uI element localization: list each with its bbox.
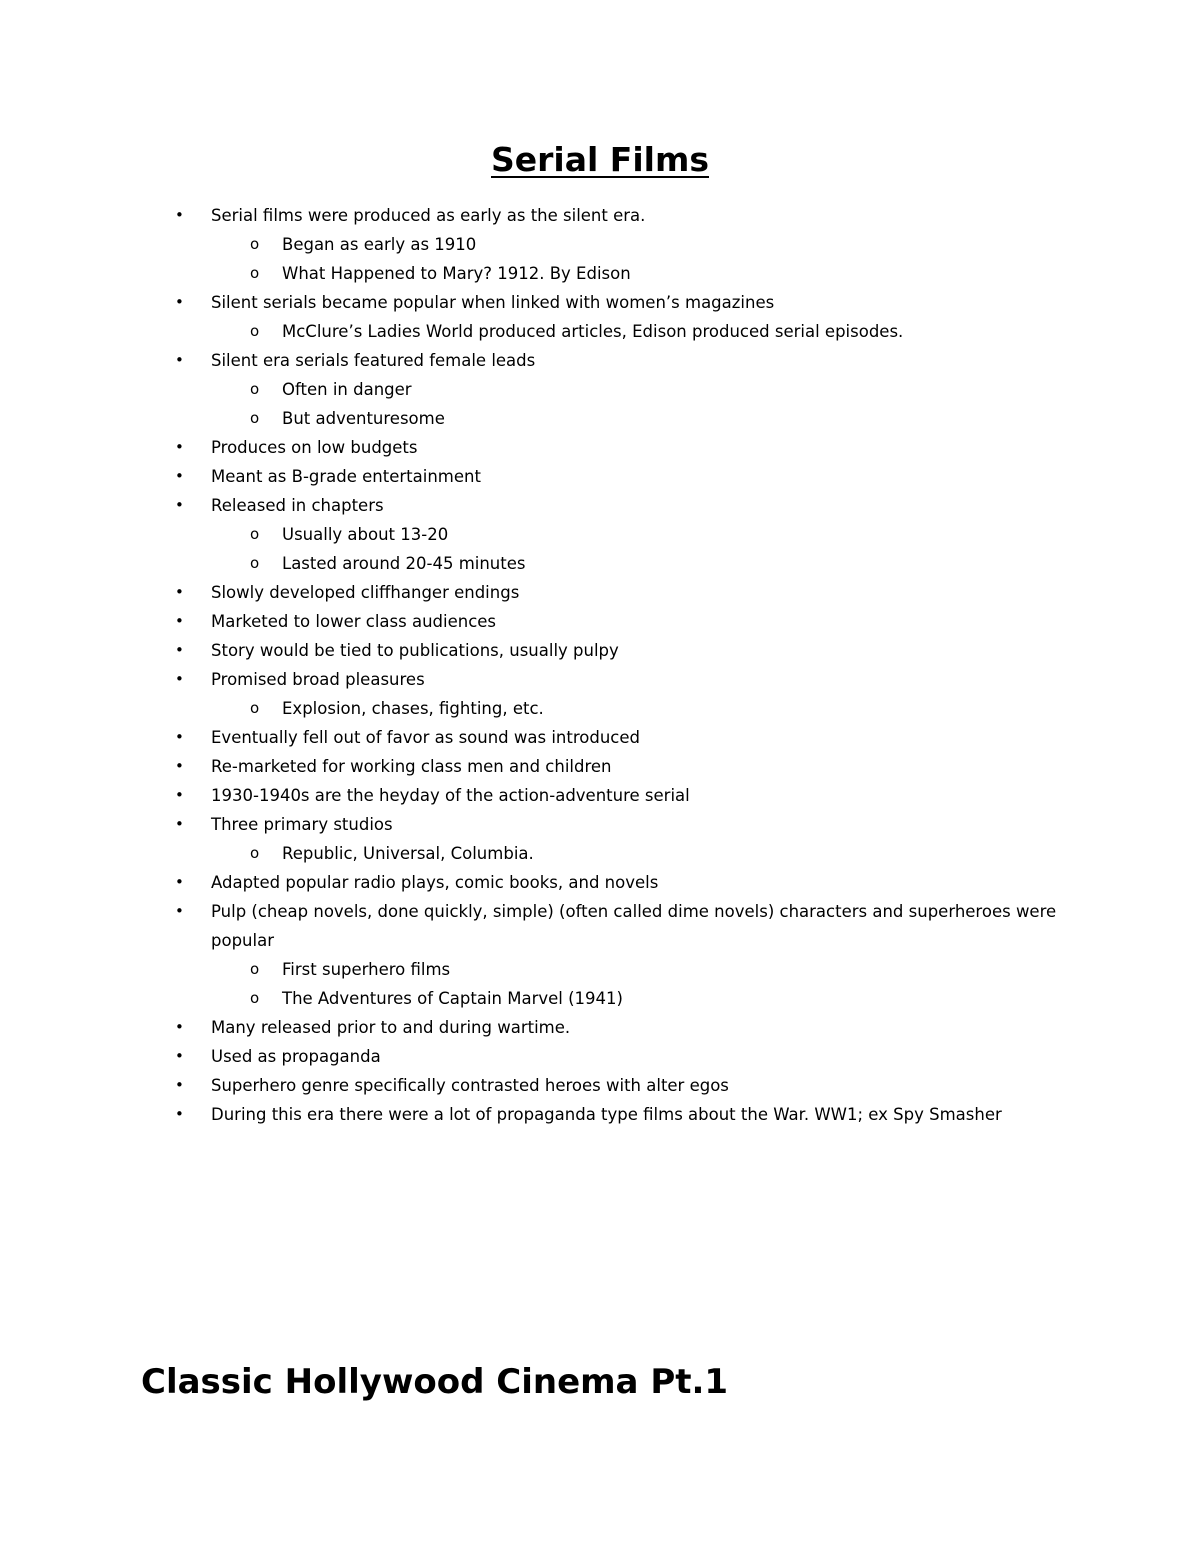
list-item-text: Usually about 13-20	[282, 525, 449, 544]
list-item-text: Serial films were produced as early as the silent era.	[211, 206, 646, 225]
list-item-text: Three primary studios	[211, 815, 393, 834]
list-item-text: But adventuresome	[282, 409, 445, 428]
list-item-text: Story would be tied to publications, usually pulpy	[211, 641, 619, 660]
bullet-icon: •	[175, 206, 184, 224]
bullet-icon: •	[175, 293, 184, 311]
circle-bullet-icon: o	[250, 960, 260, 978]
circle-bullet-icon: o	[250, 525, 260, 543]
list-item	[0, 346, 1071, 375]
sub-list-item	[0, 694, 1082, 723]
sub-list-item	[0, 984, 1082, 1013]
list-item	[0, 433, 1071, 462]
list-item-text: First superhero films	[282, 960, 451, 979]
list-item	[0, 607, 1071, 636]
bullet-icon: •	[175, 612, 184, 630]
sub-list-item	[0, 549, 1082, 578]
list-item-text: Marketed to lower class audiences	[211, 612, 497, 631]
list-item-text: During this era there were a lot of propaganda type films about the War. WW1; ex Spy Smasher	[211, 1105, 1002, 1124]
list-item-text: Began as early as 1910	[282, 235, 477, 254]
list-item-text: What Happened to Mary? 1912. By Edison	[282, 264, 631, 283]
bullet-icon: •	[175, 438, 184, 456]
circle-bullet-icon: o	[250, 699, 260, 717]
sub-list-item	[0, 317, 1082, 346]
list-item-text: The Adventures of Captain Marvel (1941)	[282, 989, 623, 1008]
list-item-text: Released in chapters	[211, 496, 384, 515]
bullet-icon: •	[175, 757, 184, 775]
circle-bullet-icon: o	[250, 554, 260, 572]
bullet-icon: •	[175, 496, 184, 514]
list-item-text: Many released prior to and during wartime.	[211, 1018, 571, 1037]
list-item	[0, 897, 1071, 955]
sub-list-item	[0, 404, 1082, 433]
list-item-text: Silent era serials featured female leads	[211, 351, 536, 370]
circle-bullet-icon: o	[250, 380, 260, 398]
bullet-icon: •	[175, 641, 184, 659]
bullet-icon: •	[175, 902, 184, 920]
list-item	[0, 665, 1071, 694]
bullet-icon: •	[175, 728, 184, 746]
list-item	[0, 636, 1071, 665]
bullet-icon: •	[175, 815, 184, 833]
bullet-icon: •	[175, 467, 184, 485]
list-item	[0, 1071, 1071, 1100]
bullet-icon: •	[175, 873, 184, 891]
section-heading: Classic Hollywood Cinema Pt.1	[141, 1362, 729, 1402]
list-item	[0, 752, 1071, 781]
list-item-text: Explosion, chases, fighting, etc.	[282, 699, 544, 718]
notes-list	[0, 201, 1200, 1129]
list-item-text: Adapted popular radio plays, comic books, and novels	[211, 873, 659, 892]
list-item	[0, 1013, 1071, 1042]
bullet-icon: •	[175, 670, 184, 688]
list-item	[0, 578, 1071, 607]
list-item	[0, 201, 1071, 230]
bullet-icon: •	[175, 786, 184, 804]
sub-list-item	[0, 230, 1082, 259]
list-item-text: McClure’s Ladies World produced articles, Edison produced serial episodes.	[282, 322, 904, 341]
circle-bullet-icon: o	[250, 409, 260, 427]
circle-bullet-icon: o	[250, 264, 260, 282]
circle-bullet-icon: o	[250, 322, 260, 340]
list-item	[0, 288, 1071, 317]
list-item	[0, 723, 1071, 752]
sub-list-item	[0, 839, 1082, 868]
sub-list-item	[0, 955, 1082, 984]
bullet-icon: •	[175, 1047, 184, 1065]
sub-list-item	[0, 520, 1082, 549]
list-item	[0, 462, 1071, 491]
bullet-icon: •	[175, 1018, 184, 1036]
circle-bullet-icon: o	[250, 844, 260, 862]
list-item	[0, 1042, 1071, 1071]
bullet-icon: •	[175, 1105, 184, 1123]
list-item-text: Pulp (cheap novels, done quickly, simple) (often called dime novels) characters and superheroes were popular	[211, 902, 1057, 950]
list-item-text: Used as propaganda	[211, 1047, 381, 1066]
list-item	[0, 868, 1071, 897]
list-item	[0, 781, 1071, 810]
bullet-icon: •	[175, 583, 184, 601]
bullet-icon: •	[175, 351, 184, 369]
list-item-text: Produces on low budgets	[211, 438, 418, 457]
list-item	[0, 491, 1071, 520]
list-item	[0, 810, 1071, 839]
list-item-text: Superhero genre specifically contrasted heroes with alter egos	[211, 1076, 729, 1095]
sub-list-item	[0, 375, 1082, 404]
list-item-text: Meant as B-grade entertainment	[211, 467, 481, 486]
list-item	[0, 1100, 1071, 1129]
list-item-text: Eventually fell out of favor as sound was introduced	[211, 728, 640, 747]
list-item-text: Lasted around 20-45 minutes	[282, 554, 526, 573]
list-item-text: Often in danger	[282, 380, 412, 399]
circle-bullet-icon: o	[250, 989, 260, 1007]
bullet-icon: •	[175, 1076, 184, 1094]
list-item-text: 1930-1940s are the heyday of the action-adventure serial	[211, 786, 690, 805]
list-item-text: Re-marketed for working class men and children	[211, 757, 612, 776]
page-title: Serial Films	[491, 140, 709, 179]
sub-list-item	[0, 259, 1082, 288]
list-item-text: Promised broad pleasures	[211, 670, 425, 689]
list-item-text: Republic, Universal, Columbia.	[282, 844, 534, 863]
list-item-text: Silent serials became popular when linked with women’s magazines	[211, 293, 775, 312]
list-item-text: Slowly developed cliffhanger endings	[211, 583, 520, 602]
circle-bullet-icon: o	[250, 235, 260, 253]
